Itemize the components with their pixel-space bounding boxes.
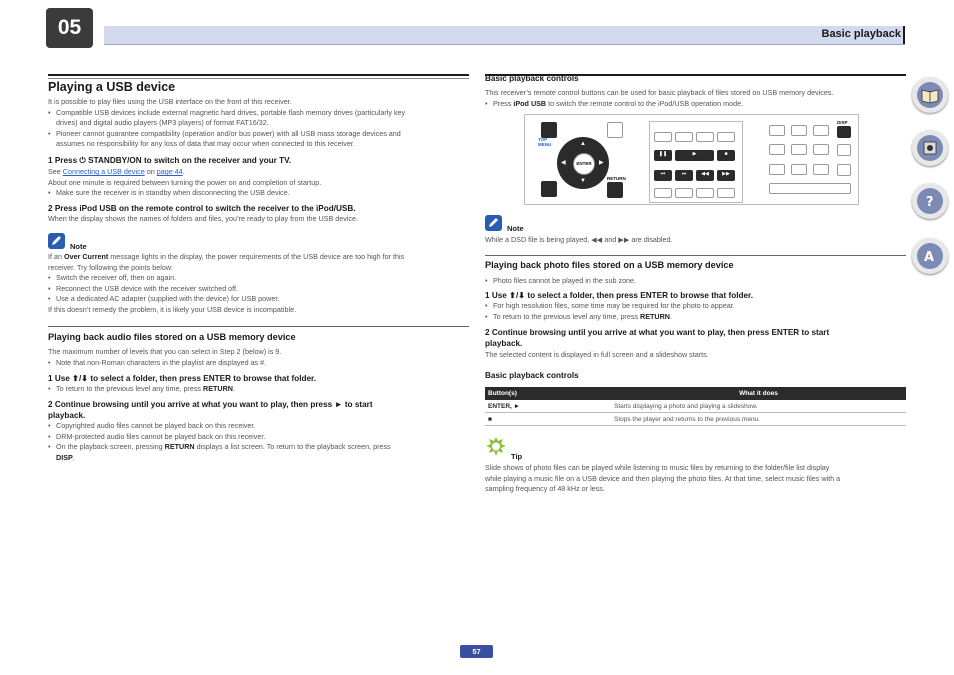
table-header: What it does	[611, 387, 906, 400]
intro-bullet: • Compatible USB devices include external magnetic hard drives, portable flash memory drives (particularly key	[48, 108, 473, 119]
return-button	[607, 182, 623, 198]
audio-step-1-bullet: • To return to the previous level any time, press RETURN.	[48, 384, 473, 395]
forward-button: ▶▶	[717, 170, 735, 181]
dsd-note-text: While a DSD file is being played, ◀◀ and ▶▶ are disabled.	[485, 235, 673, 244]
photo-heading: Playing back photo files stored on a USB memory device	[485, 260, 734, 270]
audio-bullet: • On the playback screen, pressing RETURN displays a list screen. To return to the playback screen, press	[48, 442, 473, 453]
audio-intro-bullet: • Note that non-Roman characters in the playlist are displayed as #.	[48, 358, 473, 369]
page-number: 57	[460, 645, 493, 658]
controls-table	[485, 387, 906, 426]
disp-label: DISP	[837, 120, 848, 125]
table-row	[485, 413, 906, 426]
step-1: 1 Press ⏻ STANDBY/ON to switch on the receiver and your TV.	[48, 156, 292, 165]
bpc-bullet: • Press iPod USB to switch the remote control to the iPod/USB operation mode.	[485, 99, 910, 110]
table-cell: Starts displaying a photo and playing a slideshow.	[611, 400, 906, 413]
top-menu-button	[541, 122, 557, 138]
audio-intro	[48, 347, 473, 368]
title-rule-thin	[48, 78, 469, 79]
photo-step-1-bullet: • To return to the previous level any time, press RETURN.	[485, 312, 910, 323]
note-label: Note	[70, 242, 87, 251]
play-button: ▶	[675, 150, 714, 161]
section-rule	[48, 326, 469, 327]
photo-step-1-bullet: • For high resolution files, some time may be required for the photo to appear.	[485, 301, 910, 312]
svg-text:?: ?	[926, 195, 934, 210]
audio-step-1-body	[48, 384, 473, 395]
table-cell: ■	[485, 413, 611, 426]
pause-button: ❚❚	[654, 150, 672, 161]
help-icon[interactable]	[912, 183, 948, 219]
enter-label: ENTER	[576, 161, 592, 166]
step-2-body	[48, 214, 473, 225]
photo-step-2: 2 Continue browsing until you arrive at what you want to play, then press ENTER to start playback.	[485, 328, 830, 348]
table-cell: Stops the player and returns to the previous menu.	[611, 413, 906, 426]
bpc-text: This receiver’s remote control buttons can be used for basic playback of files stored on USB memory devices.	[485, 88, 834, 97]
svg-text:A: A	[924, 250, 935, 265]
audio-heading: Playing back audio files stored on a USB memory device	[48, 332, 296, 342]
photo-step-1-body	[485, 301, 910, 322]
next-button: ⏭	[675, 170, 693, 181]
section-title: Basic playback	[821, 28, 901, 40]
down-arrow-icon: ▼	[580, 178, 586, 184]
lightbulb-icon	[485, 437, 503, 455]
intro-bullet-cont: drives) and digital audio players (MP3 players) of format FAT16/32.	[56, 118, 269, 128]
step-1-text: About one minute is required between turning the power on and completion of startup.	[48, 177, 322, 187]
header-marker	[903, 26, 905, 44]
page-title: Playing a USB device	[48, 80, 176, 94]
up-arrow-icon: ▲	[580, 141, 586, 147]
remote-button	[607, 122, 623, 138]
step-1-see: See Connecting a USB device on page 44.	[48, 167, 185, 176]
dsd-note	[485, 235, 910, 246]
tip-body	[485, 463, 910, 495]
remote-control-illustration	[524, 114, 859, 205]
pencil-icon	[485, 215, 502, 231]
prev-button: ⏮	[654, 170, 672, 181]
connecting-usb-link[interactable]: Connecting a USB device	[62, 167, 145, 176]
top-menu-label: TOP MENU	[538, 137, 552, 147]
audio-intro-text: The maximum number of levels that you can select in Step 2 (below) is 9.	[48, 347, 282, 356]
note-bullet: • Reconnect the USB device with the receiver switched off.	[48, 284, 473, 295]
tip-label: Tip	[511, 452, 523, 461]
bpc-heading: Basic playback controls	[485, 74, 579, 83]
audio-bullet: • DRM-protected audio files cannot be played back on this receiver.	[48, 432, 473, 443]
audio-bullet-cont: DISP.	[56, 452, 75, 462]
settings-icon[interactable]	[912, 130, 948, 166]
tip-line: Slide shows of photo files can be played while listening to music files by returning to the folder/file list display	[485, 463, 830, 472]
note-text-2: receiver. Try following the points below:	[48, 262, 174, 272]
right-arrow-icon: ▶	[599, 160, 604, 166]
index-icon[interactable]	[912, 238, 948, 274]
table-header: Button(s)	[485, 387, 611, 400]
note-text: If an Over Current message lights in the display, the power requirements of the USB device are too high for this	[48, 252, 405, 261]
note-bullet: • Use a dedicated AC adapter (supplied with the device) for USB power.	[48, 294, 473, 305]
chapter-number: 05	[46, 8, 93, 48]
book-icon[interactable]	[912, 77, 948, 113]
return-label: RETURN	[607, 176, 626, 181]
table-row	[485, 400, 906, 413]
step-1-body	[48, 167, 473, 199]
note-label: Note	[507, 224, 524, 233]
bpc2-heading: Basic playback controls	[485, 371, 579, 380]
disp-button	[837, 126, 851, 138]
table-header-row	[485, 387, 906, 400]
transport-panel	[649, 121, 743, 203]
pencil-icon	[48, 233, 65, 249]
tip-line: sampling frequency of 48 kHz or less.	[485, 484, 605, 494]
photo-intro	[485, 276, 910, 287]
stop-button: ■	[717, 150, 735, 161]
note-body	[48, 252, 473, 316]
audio-bullet: • Copyrighted audio files cannot be played back on this receiver.	[48, 421, 473, 432]
intro-bullet-cont: assumes no responsibility for any loss of data that may occur when connected to this receiver.	[56, 139, 355, 149]
left-arrow-icon: ◀	[561, 160, 566, 166]
section-header-bar	[104, 26, 905, 45]
remote-button-dark	[541, 181, 557, 197]
intro-block	[48, 97, 473, 150]
step-2-text: When the display shows the names of folders and files, you’re ready to play from the USB device.	[48, 214, 359, 223]
photo-bullet: • Photo files cannot be played in the sub zone.	[485, 276, 910, 287]
photo-step-2-body	[485, 350, 910, 361]
tip-line: while playing a music file on a USB device and then playing the photo files. At that time, select music files with a	[485, 473, 841, 483]
photo-step-2-text: The selected content is displayed in full screen and a slideshow starts.	[485, 350, 709, 359]
step-2: 2 Press iPod USB on the remote control to switch the receiver to the iPod/USB.	[48, 204, 356, 213]
photo-step-1: 1 Use ⬆/⬇ to select a folder, then press ENTER to browse that folder.	[485, 291, 754, 300]
rewind-button: ◀◀	[696, 170, 714, 181]
audio-step-1: 1 Use ⬆/⬇ to select a folder, then press ENTER to browse that folder.	[48, 374, 317, 383]
bpc-body	[485, 88, 910, 109]
step-1-bullet: • Make sure the receiver is in standby when disconnecting the USB device.	[48, 188, 473, 199]
right-button-panel	[765, 121, 853, 201]
note-bullet: • Switch the receiver off, then on again.	[48, 273, 473, 284]
intro-text: It is possible to play files using the USB interface on the front of this receiver.	[48, 97, 292, 106]
note-end: If this doesn’t remedy the problem, it is likely your USB device is incompatible.	[48, 304, 297, 314]
cursor-pad	[557, 137, 609, 189]
photo-rule	[485, 255, 906, 256]
table-cell: ENTER, ►	[485, 400, 611, 413]
audio-step-2: 2 Continue browsing until you arrive at what you want to play, then press ► to start playback.	[48, 400, 373, 420]
title-rule	[48, 74, 469, 76]
page-44-link[interactable]: page 44	[156, 167, 183, 176]
audio-step-2-body	[48, 421, 473, 463]
intro-bullet: • Pioneer cannot guarantee compatibility (operation and/or bus power) with all USB mass storage devices and	[48, 129, 473, 140]
